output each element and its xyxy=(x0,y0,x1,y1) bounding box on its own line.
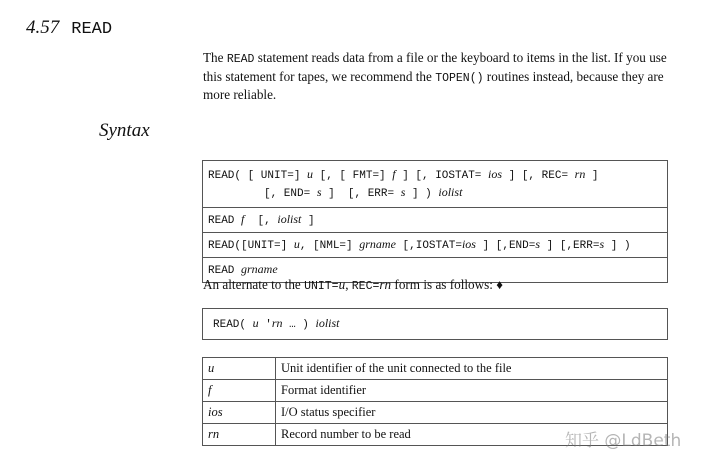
diamond-icon: ♦ xyxy=(496,277,503,292)
code-variable: s xyxy=(599,237,605,251)
code-keyword: ' xyxy=(258,319,272,331)
code-keyword: ] xyxy=(585,170,599,182)
intro-keyword-topen: TOPEN() xyxy=(435,71,484,85)
code-keyword: [, xyxy=(244,215,278,227)
syntax-box xyxy=(202,160,668,283)
section-heading xyxy=(26,17,112,39)
code-variable: u xyxy=(293,237,300,251)
code-variable: iolist xyxy=(438,185,463,199)
table-row xyxy=(203,402,668,424)
code-variable: ios xyxy=(461,237,476,251)
intro-text-1: The xyxy=(203,50,227,65)
code-keyword: ] [,END= xyxy=(475,240,536,252)
code-keyword: READ([UNIT=] xyxy=(208,240,294,252)
watermark: 知乎 @LdBeth xyxy=(565,431,682,451)
code-variable: u xyxy=(252,316,259,330)
intro-text-2: statement reads data from a file or the keyboard to items in the list. If you use this statement for tapes, we recommend the xyxy=(203,50,667,84)
param-desc: Unit identifier of the unit connected to the file xyxy=(276,358,668,380)
alternate-rec-keyword: REC= xyxy=(351,280,380,293)
alternate-sep: , xyxy=(345,277,352,292)
code-keyword: ] [, REC= xyxy=(502,170,575,182)
code-variable: rn xyxy=(271,316,283,330)
syntax-row-list xyxy=(203,207,667,232)
code-keyword: READ xyxy=(208,265,242,277)
code-keyword: [, END= xyxy=(264,188,317,200)
intro-text-3: routines instead, because they are more reliable. xyxy=(203,68,664,102)
param-term: rn xyxy=(203,424,276,446)
param-term: u xyxy=(203,358,276,380)
alternate-post: form is as follows: xyxy=(391,277,497,292)
code-keyword: ] [, IOSTAT= xyxy=(395,170,489,182)
syntax-line xyxy=(208,184,662,202)
alternate-syntax-box xyxy=(202,308,668,340)
alternate-text xyxy=(203,277,503,293)
code-keyword: ] [, ERR= xyxy=(321,188,401,200)
syntax-row-namelist xyxy=(203,232,667,257)
code-keyword: ] xyxy=(301,215,315,227)
code-keyword: READ( [ UNIT=] xyxy=(208,170,308,182)
code-keyword: ] [,ERR= xyxy=(540,240,600,252)
code-variable: s xyxy=(535,237,541,251)
table-row xyxy=(203,380,668,402)
section-keyword: READ xyxy=(71,20,113,39)
syntax-row-formatted xyxy=(203,161,667,207)
code-variable: rn xyxy=(574,167,586,181)
syntax-line xyxy=(208,166,662,184)
param-desc: I/O status specifier xyxy=(276,402,668,424)
param-desc: Record number to be read xyxy=(276,424,668,446)
intro-keyword-read: READ xyxy=(226,53,255,66)
code-keyword: ] ) xyxy=(405,188,439,200)
code-keyword: ] ) xyxy=(604,240,631,252)
code-variable: ios xyxy=(488,167,503,181)
code-variable: iolist xyxy=(315,316,340,330)
param-term: ios xyxy=(203,402,276,424)
code-keyword: READ xyxy=(208,215,242,227)
code-variable: s xyxy=(400,185,406,199)
code-variable: grname xyxy=(241,262,278,276)
code-keyword: [, [ FMT=] xyxy=(313,170,393,182)
alternate-unit-var: u xyxy=(338,277,346,292)
code-variable: grname xyxy=(359,237,396,251)
code-variable: s xyxy=(316,185,322,199)
code-keyword: READ( xyxy=(213,319,253,331)
code-variable: iolist xyxy=(277,212,302,226)
code-keyword: , [NML=] xyxy=(299,240,360,252)
param-term: f xyxy=(203,380,276,402)
alternate-pre: An alternate to the xyxy=(203,277,305,292)
alternate-unit-keyword: UNIT= xyxy=(304,280,339,293)
param-desc: Format identifier xyxy=(276,380,668,402)
code-keyword: … ) xyxy=(282,319,316,331)
alternate-rec-var: rn xyxy=(379,277,392,292)
code-variable: f xyxy=(392,167,396,181)
table-row xyxy=(203,358,668,380)
section-number: 4.57 xyxy=(26,17,60,38)
code-variable: u xyxy=(307,167,314,181)
code-variable: f xyxy=(241,212,245,226)
code-keyword: [,IOSTAT= xyxy=(395,240,462,252)
intro-paragraph xyxy=(203,50,673,104)
syntax-heading: Syntax xyxy=(99,120,150,141)
